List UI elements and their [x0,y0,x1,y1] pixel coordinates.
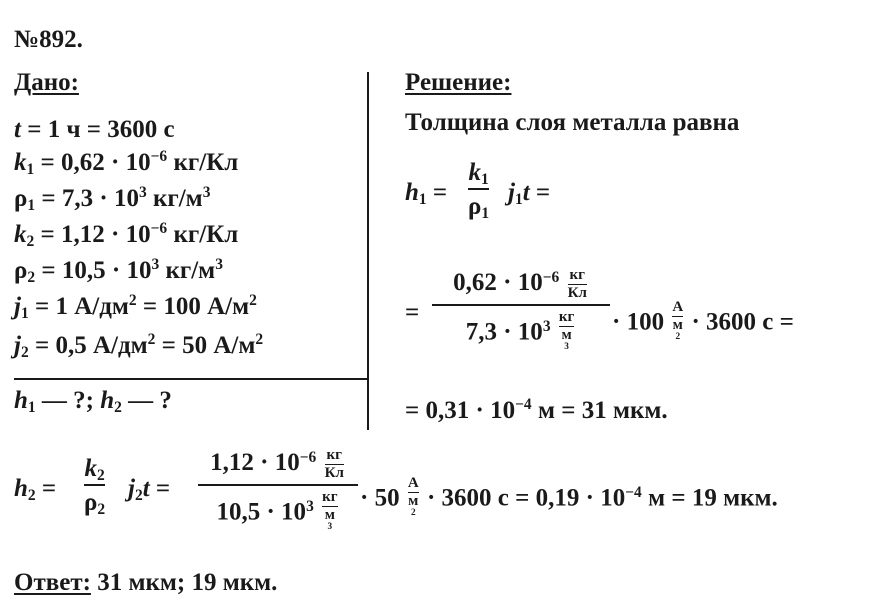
formula-h1-lhs: $h_1$ = [405,179,448,208]
solution-text: Толщина слоя металла равна [405,109,740,136]
given-k2: $k_2 = 1,12 \cdot 10^{-6}$ кг/Кл [14,220,239,250]
result-h1: = $0,31 \cdot 10^{-4}$ м = 31 мкм. [405,396,668,424]
problem-number: №892. [14,26,83,53]
formula-sub-tail: · 100 А м $^2$ · 3600 с = [612,299,794,342]
formula-h2-tail: · 50 А м $^2$ · 3600 $с = 0,19 \cdot 10^{-4}$ м = 19 мкм. [360,475,778,518]
given-k1: $k_1 = 0,62 \cdot 10^{-6}$ кг/Кл [14,148,239,178]
formula-h1-fraction: $k_1$ $\rho_1$ [468,159,490,222]
formula-sub-lead: = [405,299,420,326]
find-line: $h_1$ — ?; $h_2$ — ? [14,387,172,416]
answer-text: 31 мкм; 19 мкм. [90,569,278,596]
given-rho2: $\rho_2 = 10,5 \cdot 10^3$ $кг/м^3$ [14,256,223,286]
given-heading: Дано: [14,69,79,96]
formula-h2-lhs: $h_2$ = [14,475,57,504]
given-j2: $j_2 = 0,5$ $А/дм^2 = 50$ $А/м^2$ [14,331,264,361]
formula-h2-numeric-fraction: $1,12 \cdot 10^{-6}$ кг Кл $10,5 \cdot 10^3$ кг м $^3$ [198,448,358,538]
answer-label: Ответ: [14,569,91,596]
column-divider [367,72,369,430]
formula-h1-tail: $j_1t$ = [508,179,551,208]
formula-h2-symbolic-fraction: $k_2$ $\rho_2$ [84,455,106,518]
given-divider [14,378,367,380]
formula-h2-mid: $j_2t$ = [128,475,171,504]
solution-heading: Решение: [405,69,512,96]
given-time: t = 1 ч = 3600 с [14,116,175,143]
formula-sub-fraction: $0,62 \cdot 10^{-6}$ кг Кл $7,3 \cdot 10^3$ кг м $^3$ [432,268,610,358]
answer-line [14,570,277,595]
given-rho1: $\rho_1 = 7,3 \cdot 10^3$ $кг/м^3$ [14,184,211,214]
given-j1: $j_1 = 1$ $А/дм^2 = 100$ $А/м^2$ [14,292,257,322]
